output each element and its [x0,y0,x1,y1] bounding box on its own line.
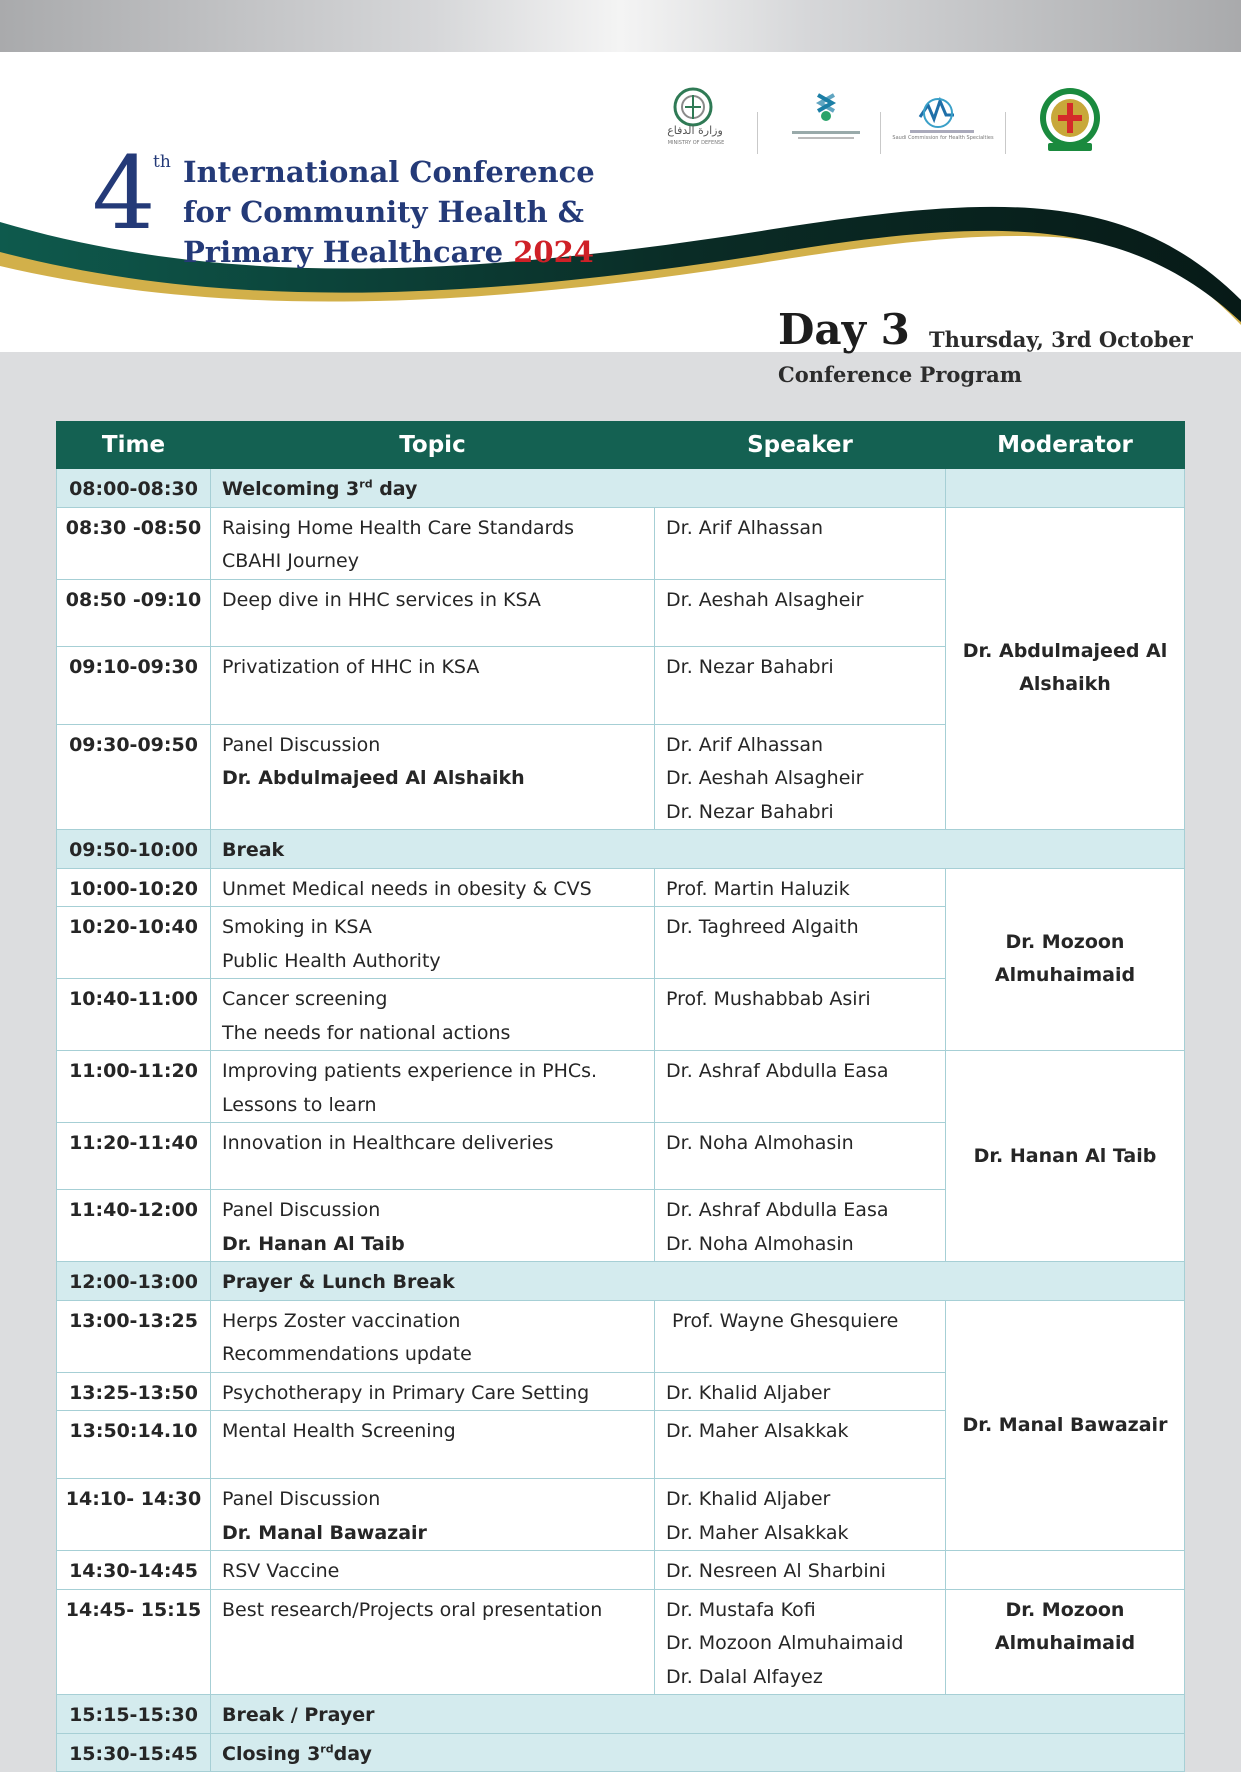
topic-cell: Break / Prayer [211,1695,1185,1734]
topic-cell: Break [211,830,1185,869]
edition-number: 4 [92,135,156,252]
session-row [57,507,1185,579]
speaker-cell: Prof. Wayne Ghesquiere [655,1300,946,1372]
topic-cell: Innovation in Healthcare deliveries [211,1123,655,1190]
time-cell: 09:50-10:00 [57,830,211,869]
column-header-moderator: Moderator [946,422,1185,469]
moderator-cell [946,1551,1185,1590]
time-cell: 15:30-15:45 [57,1733,211,1772]
conference-year: 2024 [513,235,594,269]
topic-cell: Deep dive in HHC services in KSA [211,579,655,646]
logo-divider [880,112,881,154]
title-line-3: Primary Healthcare [183,235,504,269]
title-line-1: International Conference [183,155,595,189]
edition-suffix: th [153,152,171,172]
topic-cell: Privatization of HHC in KSA [211,646,655,724]
saudi-commission-logo: Saudi Commission for Health Specialties [888,85,998,155]
column-header-topic: Topic [211,422,655,469]
speaker-cell: Dr. Nesreen Al Sharbini [655,1551,946,1590]
time-cell: 08:50 -09:10 [57,579,211,646]
moderator-cell: Dr. Manal Bawazair [946,1300,1185,1551]
break-row [57,1262,1185,1301]
time-cell: 13:25-13:50 [57,1372,211,1411]
time-cell: 11:40-12:00 [57,1190,211,1262]
speaker-cell: Dr. Ashraf Abdulla Easa [655,1051,946,1123]
speaker-cell: Dr. Mustafa Kofi Dr. Mozoon Almuhaimaid Dr. Dalal Alfayez [655,1589,946,1695]
time-cell: 14:30-14:45 [57,1551,211,1590]
moderator-cell: Dr. Abdulmajeed Al Alshaikh [946,507,1185,830]
topic-cell: Prayer & Lunch Break [211,1262,1185,1301]
speaker-cell: Dr. Taghreed Algaith [655,907,946,979]
program-subtitle: Conference Program [778,362,1022,387]
moderator-cell: Dr. Mozoon Almuhaimaid [946,1589,1185,1695]
topic-cell: Panel Discussion Dr. Manal Bawazair [211,1479,655,1551]
time-cell: 10:00-10:20 [57,868,211,907]
break-row [57,1695,1185,1734]
moderator-cell [946,469,1185,508]
session-row [57,1051,1185,1123]
topic-cell: Closing 3rdday [211,1733,1185,1772]
time-cell: 11:20-11:40 [57,1123,211,1190]
break-row [57,830,1185,869]
topic-cell: RSV Vaccine [211,1551,655,1590]
speaker-cell: Dr. Khalid Aljaber [655,1372,946,1411]
time-cell: 14:10- 14:30 [57,1479,211,1551]
topic-cell: Smoking in KSA Public Health Authority [211,907,655,979]
topic-cell: Unmet Medical needs in obesity & CVS [211,868,655,907]
time-cell: 10:40-11:00 [57,979,211,1051]
top-gradient-band [0,0,1241,52]
speaker-cell: Dr. Arif Alhassan Dr. Aeshah Alsagheir Dr. Nezar Bahabri [655,724,946,830]
topic-cell: Raising Home Health Care Standards CBAHI Journey [211,507,655,579]
speaker-cell: Dr. Ashraf Abdulla Easa Dr. Noha Almohasin [655,1190,946,1262]
session-row [57,868,1185,907]
topic-cell: Cancer screening The needs for national actions [211,979,655,1051]
speaker-cell: Dr. Nezar Bahabri [655,646,946,724]
session-row [57,469,1185,508]
healthcare-accreditation-logo [772,85,882,155]
program-table [56,421,1185,1772]
closing-row [57,1733,1185,1772]
topic-cell: Panel Discussion Dr. Hanan Al Taib [211,1190,655,1262]
speaker-cell: Dr. Aeshah Alsagheir [655,579,946,646]
session-row [57,1589,1185,1695]
topic-cell: Improving patients experience in PHCs. Lessons to learn [211,1051,655,1123]
table-header-row [57,422,1185,469]
time-cell: 15:15-15:30 [57,1695,211,1734]
time-cell: 08:00-08:30 [57,469,211,508]
time-cell: 14:45- 15:15 [57,1589,211,1695]
day-date: Thursday, 3rd October [929,327,1193,352]
column-header-time: Time [57,422,211,469]
title-line-2: for Community Health & [183,195,584,229]
time-cell: 11:00-11:20 [57,1051,211,1123]
column-header-speaker: Speaker [655,422,946,469]
time-cell: 08:30 -08:50 [57,507,211,579]
time-cell: 13:50:14.10 [57,1411,211,1479]
speaker-cell: Prof. Martin Haluzik [655,868,946,907]
session-row [57,1551,1185,1590]
logo-divider [1005,112,1006,154]
topic-cell: Best research/Projects oral presentation [211,1589,655,1695]
topic-cell: Panel Discussion Dr. Abdulmajeed Al Alshaikh [211,724,655,830]
time-cell: 12:00-13:00 [57,1262,211,1301]
conference-title [183,152,595,272]
day-label: Day 3 [778,305,910,354]
moderator-cell: Dr. Hanan Al Taib [946,1051,1185,1262]
speaker-cell: Dr. Maher Alsakkak [655,1411,946,1479]
moderator-cell: Dr. Mozoon Almuhaimaid [946,868,1185,1051]
time-cell: 09:30-09:50 [57,724,211,830]
speaker-cell: Prof. Mushabbab Asiri [655,979,946,1051]
topic-cell: Herps Zoster vaccination Recommendations update [211,1300,655,1372]
sponsor-logos [660,85,1110,165]
military-medical-services-logo [1030,85,1140,155]
time-cell: 09:10-09:30 [57,646,211,724]
topic-cell: Psychotherapy in Primary Care Setting [211,1372,655,1411]
speaker-cell: Dr. Arif Alhassan [655,507,946,579]
speaker-cell: Dr. Noha Almohasin [655,1123,946,1190]
ministry-of-defense-logo: وزارة الدفاع MINISTRY OF DEFENSE [660,85,770,155]
speaker-cell: Dr. Khalid Aljaber Dr. Maher Alsakkak [655,1479,946,1551]
topic-cell: Mental Health Screening [211,1411,655,1479]
time-cell: 10:20-10:40 [57,907,211,979]
session-row [57,1300,1185,1372]
topic-cell: Welcoming 3rd day [211,469,946,508]
logo-divider [757,112,758,154]
time-cell: 13:00-13:25 [57,1300,211,1372]
